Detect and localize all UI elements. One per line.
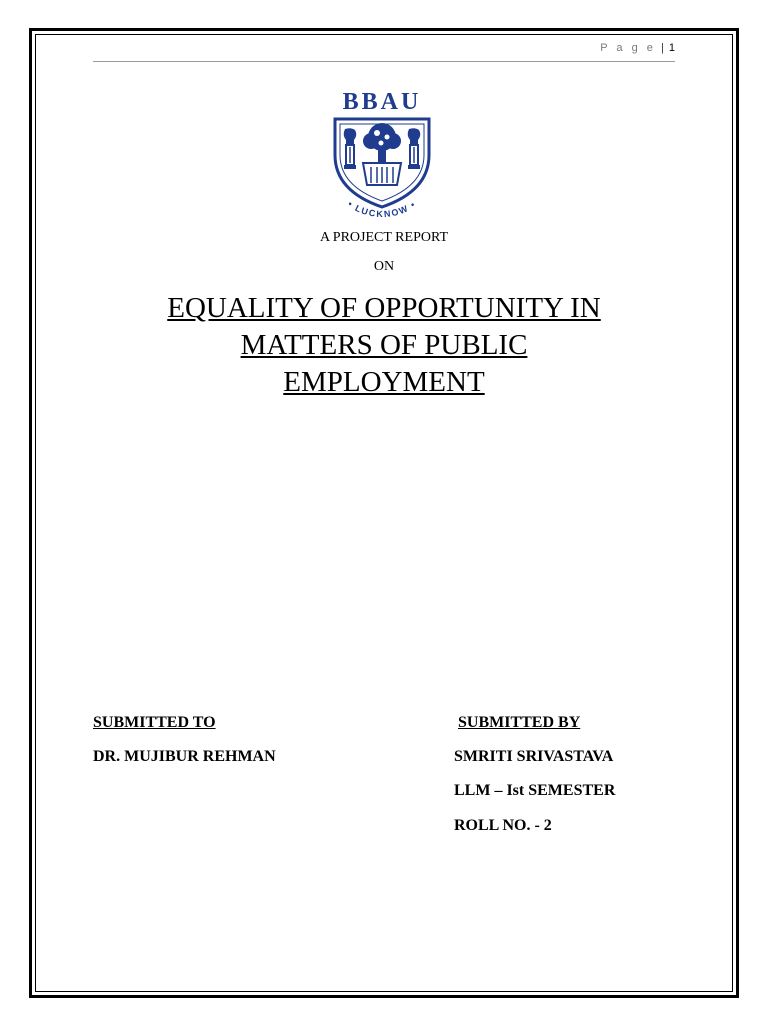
report-title-line: EMPLOYMENT: [283, 366, 485, 398]
report-title: [84, 290, 684, 401]
page-number: [600, 42, 675, 54]
logo-title: BBAU: [342, 89, 422, 115]
report-label: A PROJECT REPORT: [319, 230, 449, 245]
submitted-by-course: LLM – Ist SEMESTER: [454, 782, 616, 799]
submitted-to-label: SUBMITTED TO: [93, 714, 216, 731]
logo-motto: • LUCKNOW •: [345, 198, 419, 219]
page-number-value: 1: [668, 42, 675, 54]
university-logo: [327, 89, 437, 219]
university-crest-icon: [327, 115, 437, 219]
page-label: P a g e: [600, 42, 656, 54]
submitted-to-name: DR. MUJIBUR REHMAN: [93, 748, 276, 765]
report-on: ON: [373, 259, 395, 274]
page-separator: |: [660, 42, 664, 54]
report-title-line: EQUALITY OF OPPORTUNITY IN: [167, 292, 601, 324]
submitted-by-label: SUBMITTED BY: [458, 714, 581, 731]
submitted-by-roll: ROLL NO. - 2: [454, 817, 552, 834]
submitted-by-name: SMRITI SRIVASTAVA: [454, 748, 614, 765]
header-rule: [93, 61, 675, 62]
report-title-line: MATTERS OF PUBLIC: [240, 329, 528, 361]
